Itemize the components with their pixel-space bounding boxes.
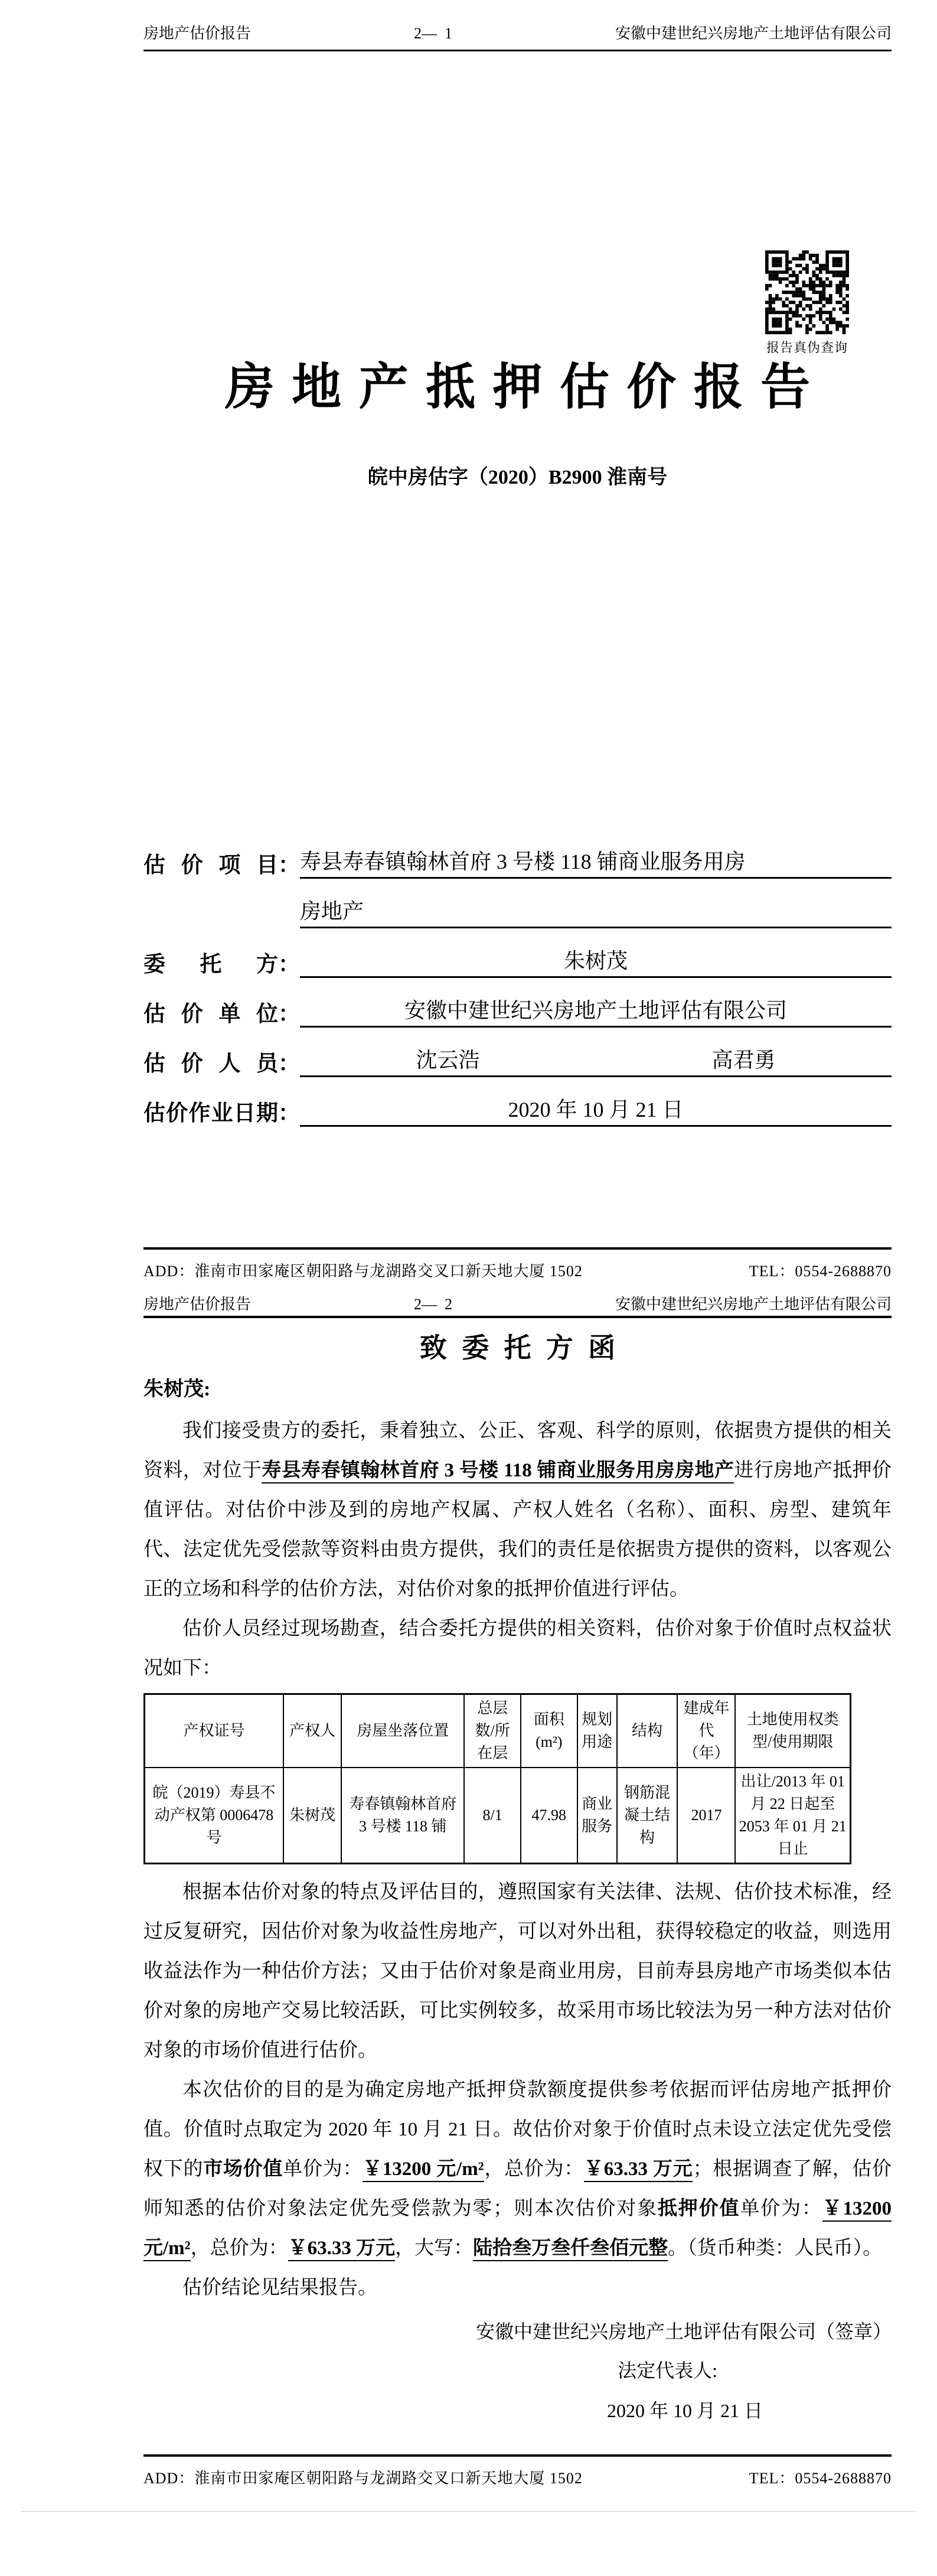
property-rights-table xyxy=(143,1693,851,1864)
letter-paragraph-1: 我们接受贵方的委托，秉着独立、公正、客观、科学的原则，依据贵方提供的相关资料，对位于寿县寿春镇翰林首府 3 号楼 118 铺商业服务用房房地产进行房地产抵押价值评估。对估价中涉及到的房地产权属、产权人姓名（名称）、面积、房型、建筑年代、法定优先受偿款等资料由贵方提供，我们的责任是依据贵方提供的资料，以客观公正的立场和科学的估价方法，对估价对象的抵押价值进行评估。 xyxy=(143,1420,892,1600)
cell-location: 寿春镇翰林首府 3 号楼 118 铺 xyxy=(341,1768,464,1864)
letter-paragraph-5: 估价结论见结果报告。 xyxy=(182,2277,377,2298)
form-row-project xyxy=(143,829,892,879)
scan-edge-line xyxy=(21,2511,916,2512)
client-colon: ： xyxy=(278,953,300,977)
page2-footer xyxy=(143,2454,892,2487)
col-structure: 结构 xyxy=(617,1694,678,1768)
letter-paragraph-4: 本次估价的目的是为确定房地产抵押贷款额度提供参考依据而评估房地产抵押价值。价值时点取定为 2020 年 10 月 21 日。故估价对象于价值时点未设立法定优先受偿权下的市场价值单价为：￥13200 元/m²，总价为：￥63.33 万元；根据调查了解，估价师知悉的估价对象法定优先受偿款为零；则本次估价对象抵押价值单价为：￥13200 元/m²，总价为：￥63.33 万元，大写：陆拾叁万叁仟叁佰元整。（货币种类：人民币）。 xyxy=(143,2070,892,2268)
page2-header xyxy=(143,1296,892,1318)
letter-paragraph-3: 根据本估价对象的特点及评估目的，遵照国家有关法律、法规、估价技术标准，经过反复研究，因估价对象为收益性房地产，可以对外出租，获得较稳定的收益，则选用收益法作为一种估价方法；又由于估价对象是商业用房，目前寿县房地产市场类似本估价对象的房地产交易比较活跃，可比实例较多，故采用市场比较法为另一种方法对估价对象的市场价值进行估价。 xyxy=(143,1882,892,2061)
form-row-agency xyxy=(143,978,892,1028)
cell-floors: 8/1 xyxy=(464,1768,521,1864)
date-value: 2020 年 10 月 21 日 xyxy=(300,1097,892,1127)
col-location: 房屋坐落位置 xyxy=(341,1694,464,1768)
cell-owner: 朱树茂 xyxy=(283,1768,341,1864)
col-floors: 总层数/所在层 xyxy=(464,1694,521,1768)
cell-structure: 钢筋混凝土结构 xyxy=(617,1768,678,1864)
letter-title: 致委托方函 xyxy=(419,1333,631,1363)
qr-code-icon xyxy=(765,250,849,334)
appraiser-2: 高君勇 xyxy=(711,1048,776,1072)
letter-paragraph-2: 估价人员经过现场勘查，结合委托方提供的相关资料，估价对象于价值时点权益状况如下： xyxy=(143,1618,892,1679)
signature-date: 2020 年 10 月 21 日 xyxy=(606,2400,763,2421)
form-row-client xyxy=(143,928,892,978)
report-title: 房地产抵押估价报告 xyxy=(224,360,828,415)
agency-label: 估价单位 xyxy=(143,1002,278,1026)
table-row xyxy=(145,1768,851,1864)
page2-header-page-number: 2— 2 xyxy=(414,1296,452,1313)
col-area: 面积(m²) xyxy=(521,1694,577,1768)
page1-footer xyxy=(143,1247,892,1280)
page1-footer-address: ADD：淮南市田家庵区朝阳路与龙湖路交叉口新天地大厦 1502 xyxy=(143,1263,583,1280)
signature-legal-representative: 法定代表人: xyxy=(618,2360,717,2381)
project-value-line1: 寿县寿春镇翰林首府 3 号楼 118 铺商业服务用房 xyxy=(300,849,892,879)
project-colon: ： xyxy=(278,853,300,878)
page2-footer-address: ADD：淮南市田家庵区朝阳路与龙湖路交叉口新天地大厦 1502 xyxy=(143,2470,583,2487)
col-owner: 产权人 xyxy=(283,1694,341,1768)
appraiser-1: 沈云浩 xyxy=(416,1048,480,1072)
form-row-project-line2 xyxy=(143,879,892,928)
page1-header-company: 安徽中建世纪兴房地产土地评估有限公司 xyxy=(615,25,892,42)
page2-footer-tel: TEL：0554-2688870 xyxy=(749,2470,892,2487)
date-colon: ： xyxy=(278,1101,300,1126)
col-year-built: 建成年代（年） xyxy=(677,1694,735,1768)
signature-company: 安徽中建世纪兴房地产土地评估有限公司（签章） xyxy=(475,2321,892,2342)
letter-salutation: 朱树茂: xyxy=(143,1378,211,1400)
project-label: 估价项目 xyxy=(143,853,278,878)
page2-header-company: 安徽中建世纪兴房地产土地评估有限公司 xyxy=(615,1296,892,1313)
agency-value: 安徽中建世纪兴房地产土地评估有限公司 xyxy=(300,997,892,1028)
table-header-row xyxy=(145,1694,851,1768)
page1-footer-tel: TEL：0554-2688870 xyxy=(749,1263,892,1280)
page1-header xyxy=(143,25,892,51)
col-planned-use: 规划用途 xyxy=(577,1694,617,1768)
page2-header-doc-type: 房地产估价报告 xyxy=(143,1296,252,1313)
report-number: 皖中房估字（2020）B2900 淮南号 xyxy=(367,467,668,488)
project-value-line2: 房地产 xyxy=(300,898,892,928)
cell-land-use-right: 出让/2013 年 01 月 22 日起至 2053 年 01 月 21 日止 xyxy=(735,1768,850,1864)
page1-header-page-number: 2— 1 xyxy=(414,25,452,42)
client-value: 朱树茂 xyxy=(300,948,892,978)
col-certificate-no: 产权证号 xyxy=(145,1694,284,1768)
agency-colon: ： xyxy=(278,1002,300,1026)
appraisers-colon: ： xyxy=(278,1052,300,1076)
cell-area: 47.98 xyxy=(521,1768,577,1864)
form-row-appraisers xyxy=(143,1028,892,1077)
cell-certificate-no: 皖（2019）寿县不动产权第 0006478 号 xyxy=(145,1768,284,1864)
appraisers-label: 估价人员 xyxy=(143,1052,278,1076)
form-row-date xyxy=(143,1077,892,1127)
page1-header-doc-type: 房地产估价报告 xyxy=(143,25,252,42)
qr-caption: 报告真伪查询 xyxy=(766,340,848,355)
col-land-use-right: 土地使用权类型/使用期限 xyxy=(735,1694,850,1768)
client-label: 委托方 xyxy=(143,953,278,977)
date-label: 估价作业日期 xyxy=(143,1101,278,1126)
cell-planned-use: 商业服务 xyxy=(577,1768,617,1864)
qr-verification-block xyxy=(763,250,851,356)
cell-year-built: 2017 xyxy=(677,1768,735,1864)
appraisers-values xyxy=(300,1047,892,1077)
signature-block xyxy=(143,2321,892,2421)
cover-form xyxy=(143,829,892,1127)
